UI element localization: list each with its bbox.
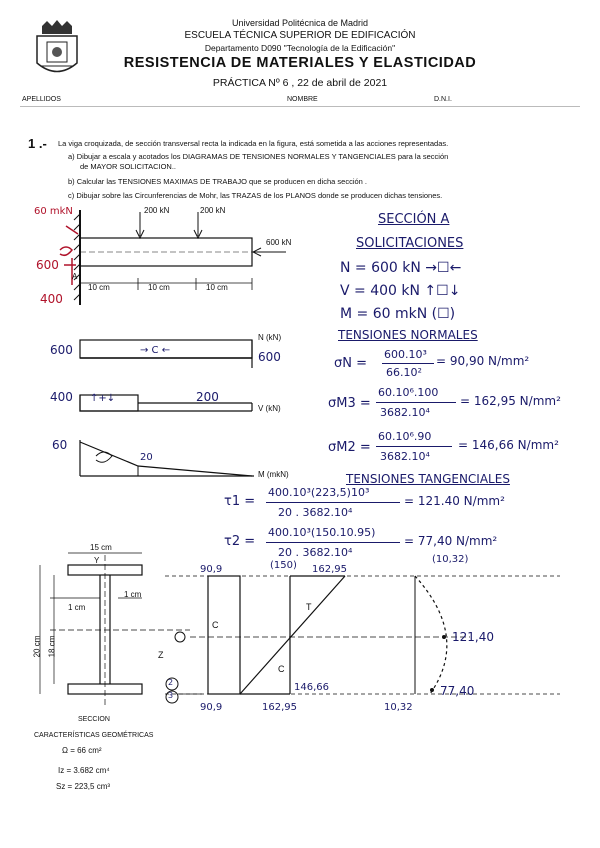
stress-bot-right: 10,32 xyxy=(384,702,413,713)
geo-title: CARACTERÍSTICAS GEOMÉTRICAS xyxy=(34,732,154,739)
z-axis-label: Z xyxy=(158,650,164,660)
point-3: 3 xyxy=(168,691,174,700)
tau2-res: = 77,40 N/mm² xyxy=(404,534,498,548)
stress-top-left: 90,9 xyxy=(200,564,223,575)
stress-bot-mid: 162,95 xyxy=(262,702,297,713)
task-c: c) Dibujar sobre las Circunferencias de Mohr, las TRAZAS de los PLANOS donde se producen dichas tensiones. xyxy=(68,191,443,200)
sigma-m3-res: = 162,95 N/mm² xyxy=(460,394,561,408)
v-sign: ↑+↓ xyxy=(90,393,116,404)
tangential-title: TENSIONES TANGENCIALES xyxy=(346,472,510,486)
task-a: a) Dibujar a escala y acotados los DIAGRAMAS DE TENSIONES NORMALES Y TANGENCIALES para la sección xyxy=(68,152,449,161)
sigma-m3-num: 60.10⁶.100 xyxy=(378,386,439,399)
tau2-lhs: τ2 = xyxy=(224,534,256,549)
section-title: SECCIÓN A xyxy=(378,212,450,227)
m-left: 60 xyxy=(52,438,68,452)
point-2: 2 xyxy=(168,678,174,687)
v-label: V (kN) xyxy=(258,404,281,413)
height-total: 20 cm xyxy=(32,635,42,658)
fraction-bar xyxy=(376,446,452,447)
stress-bot-left: 90,9 xyxy=(200,702,223,713)
y-axis-label: Y xyxy=(94,556,100,565)
task-a-cont: de MAYOR SOLICITACION.. xyxy=(80,162,176,171)
red-moment: 60 mkN xyxy=(34,206,73,217)
practice-info: PRÁCTICA Nº 6 , 22 de abril de 2021 xyxy=(212,77,388,89)
stress-bot-val: 146,66 xyxy=(294,682,329,693)
id-field: D.N.I. xyxy=(434,96,452,103)
calc-m: M = 60 mkN (☐) xyxy=(340,306,456,322)
stress-c2: C xyxy=(278,664,285,674)
sigma-m3-den: 3682.10⁴ xyxy=(380,406,430,419)
tau1-num: 400.10³(223,5)10³ xyxy=(268,486,370,499)
tau2-sub: (10,32) xyxy=(432,554,469,565)
load-1: 200 kN xyxy=(144,206,170,215)
support-label: A xyxy=(72,272,78,281)
sigma-n-res: = 90,90 N/mm² xyxy=(436,354,530,368)
calc-n: N = 600 kN →☐← xyxy=(340,260,462,276)
dim-1: 10 cm xyxy=(88,283,110,292)
stress-top-right: 162,95 xyxy=(312,564,347,575)
surname-field: APELLIDOS xyxy=(22,96,61,103)
sigma-n-num: 600.10³ xyxy=(384,348,427,361)
web-thickness: 1 cm xyxy=(68,603,86,612)
iz-value: Iz = 3.682 cm⁴ xyxy=(58,766,110,775)
n-left: 600 xyxy=(50,343,73,357)
sigma-n-den: 66.10² xyxy=(386,366,422,379)
sigma-n-lhs: σN = xyxy=(334,356,367,371)
name-field: NOMBRE xyxy=(287,96,318,103)
sigma-m2-num: 60.10⁶.90 xyxy=(378,430,432,443)
dim-2: 10 cm xyxy=(148,283,170,292)
sz-value: Sz = 223,5 cm³ xyxy=(56,782,111,791)
department-name: Departamento D090 "Tecnología de la Edificación" xyxy=(204,43,396,53)
red-axial: 600 xyxy=(36,258,59,272)
n-label: N (kN) xyxy=(258,333,282,342)
m-label: M (mkN) xyxy=(258,470,289,479)
section-caption: SECCION xyxy=(78,716,110,723)
course-title: RESISTENCIA DE MATERIALES Y ELASTICIDAD xyxy=(123,55,477,71)
n-right: 600 xyxy=(258,350,281,364)
m-mid: 20 xyxy=(140,452,153,463)
tau2-den: 20 . 3682.10⁴ xyxy=(278,546,353,559)
sigma-m3-lhs: σM3 = xyxy=(328,396,371,411)
flange-thickness: 1 cm xyxy=(124,590,142,599)
solicitations-title: SOLICITACIONES xyxy=(356,236,464,251)
red-shear: 400 xyxy=(40,292,63,306)
n-sign: → C ← xyxy=(140,345,171,356)
sigma-m2-res: = 146,66 N/mm² xyxy=(458,438,559,452)
omega-value: Ω = 66 cm² xyxy=(62,746,102,755)
fraction-bar xyxy=(266,502,400,503)
dim-3: 10 cm xyxy=(206,283,228,292)
stress-t: T xyxy=(306,602,312,612)
problem-number: 1 .- xyxy=(28,136,47,151)
v-right: 200 xyxy=(196,390,219,404)
problem-statement: La viga croquizada, de sección transversal recta la indicada en la figura, está sometida a las acciones representadas. xyxy=(58,139,449,148)
v-left: 400 xyxy=(50,390,73,404)
university-name: Universidad Politécnica de Madrid xyxy=(231,18,369,28)
tau1-lhs: τ1 = xyxy=(224,494,256,509)
fraction-bar xyxy=(376,402,456,403)
tau-bottom: 77,40 xyxy=(440,684,475,698)
task-b: b) Calcular las TENSIONES MAXIMAS DE TRABAJO que se producen en dicha sección . xyxy=(68,177,368,186)
school-name: ESCUELA TÉCNICA SUPERIOR DE EDIFICACIÓN xyxy=(184,30,416,41)
tau2-num: 400.10³(150.10.95) xyxy=(268,526,376,539)
section-width: 15 cm xyxy=(90,543,112,552)
tau1-den: 20 . 3682.10⁴ xyxy=(278,506,353,519)
calc-v: V = 400 kN ↑☐↓ xyxy=(340,283,461,299)
tau-max: 121,40 xyxy=(452,630,494,644)
stress-c1: C xyxy=(212,620,219,630)
load-2: 200 kN xyxy=(200,206,226,215)
fraction-bar xyxy=(266,542,400,543)
sigma-m2-lhs: σM2 = xyxy=(328,440,371,455)
tau2-extra: (150) xyxy=(270,560,297,571)
fraction-bar xyxy=(382,363,434,364)
normal-stress-title: TENSIONES NORMALES xyxy=(338,328,478,342)
axial-load: 600 kN xyxy=(266,238,292,247)
tau1-res: = 121.40 N/mm² xyxy=(404,494,505,508)
height-inner: 18 cm xyxy=(47,635,57,658)
sigma-m2-den: 3682.10⁴ xyxy=(380,450,430,463)
